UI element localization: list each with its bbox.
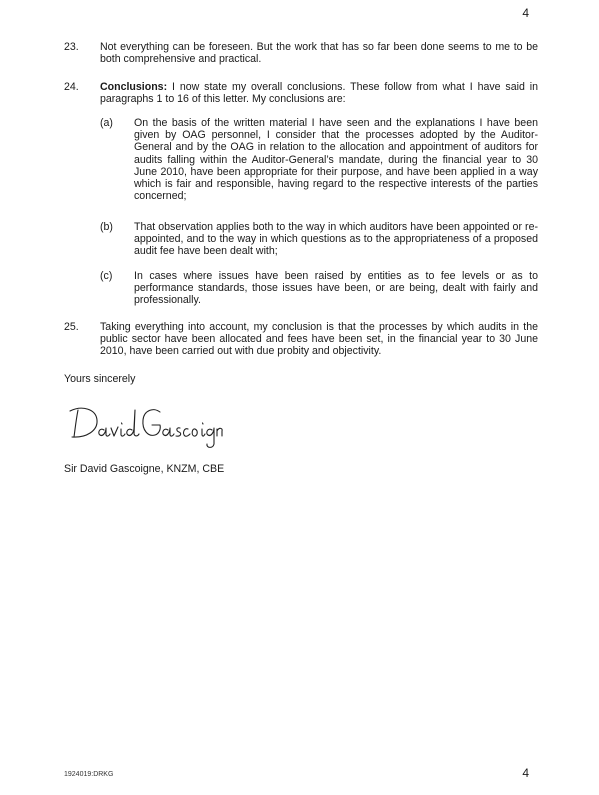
document-reference: 1924019:DRKG <box>64 771 114 778</box>
paragraph-25 <box>64 321 538 358</box>
paragraph-24 <box>64 81 538 105</box>
paragraph-24-text: I now state my overall conclusions. These follow from what I have said in paragraphs 1 to 16 of this letter. My conclusions are: <box>100 81 538 106</box>
sub-paragraph-text: On the basis of the written material I have seen and the explanations I have been given by OAG personnel, I consider that the processes adopted by the Auditor-General and by the OAG in relation to the allocation and appointment of auditors for audits falling within the Auditor-General’s mandate, during the financial year to 30 June 2010, have been appropriate for their purpose, and have been applied in a way which is fair and responsible, having regard to the respective interests of the parties concerned; <box>134 117 538 203</box>
paragraph-number: 25. <box>64 321 79 333</box>
sub-paragraph-text: That observation applies both to the way in which auditors have been appointed or re-appointed, and to the way in which questions as to the appropriateness of a proposed audit fee have been dealt with; <box>134 221 538 258</box>
sub-paragraph-label: (a) <box>100 117 113 129</box>
sub-paragraph-label: (c) <box>100 270 113 282</box>
sub-paragraph-a <box>100 117 538 202</box>
sub-paragraph-c <box>100 270 538 307</box>
sub-paragraph-b <box>100 221 538 258</box>
paragraph-text: Taking everything into account, my conclusion is that the processes by which audits in the public sector have been allocated and fees have been set, in the financial year to 30 June 2010, have been carried out with due probity and objectivity. <box>100 321 538 358</box>
paragraph-number: 24. <box>64 81 79 93</box>
paragraph-text <box>100 81 538 105</box>
sub-paragraph-text: In cases where issues have been raised by entities as to fee levels or as to performance standards, those issues have been, or are being, dealt with fairly and professionally. <box>134 270 538 307</box>
salutation: Yours sincerely <box>64 373 136 385</box>
page-number-bottom: 4 <box>522 766 529 780</box>
paragraph-23 <box>64 41 538 65</box>
paragraph-number: 23. <box>64 41 79 53</box>
signature <box>64 400 224 450</box>
sub-paragraph-label: (b) <box>100 221 113 233</box>
signer-name: Sir David Gascoigne, KNZM, CBE <box>64 463 225 475</box>
conclusions-heading: Conclusions: <box>100 81 168 93</box>
paragraph-text: Not everything can be foreseen. But the work that has so far been done seems to me to be both comprehensive and practical. <box>100 41 538 66</box>
page-number-top: 4 <box>522 6 529 20</box>
